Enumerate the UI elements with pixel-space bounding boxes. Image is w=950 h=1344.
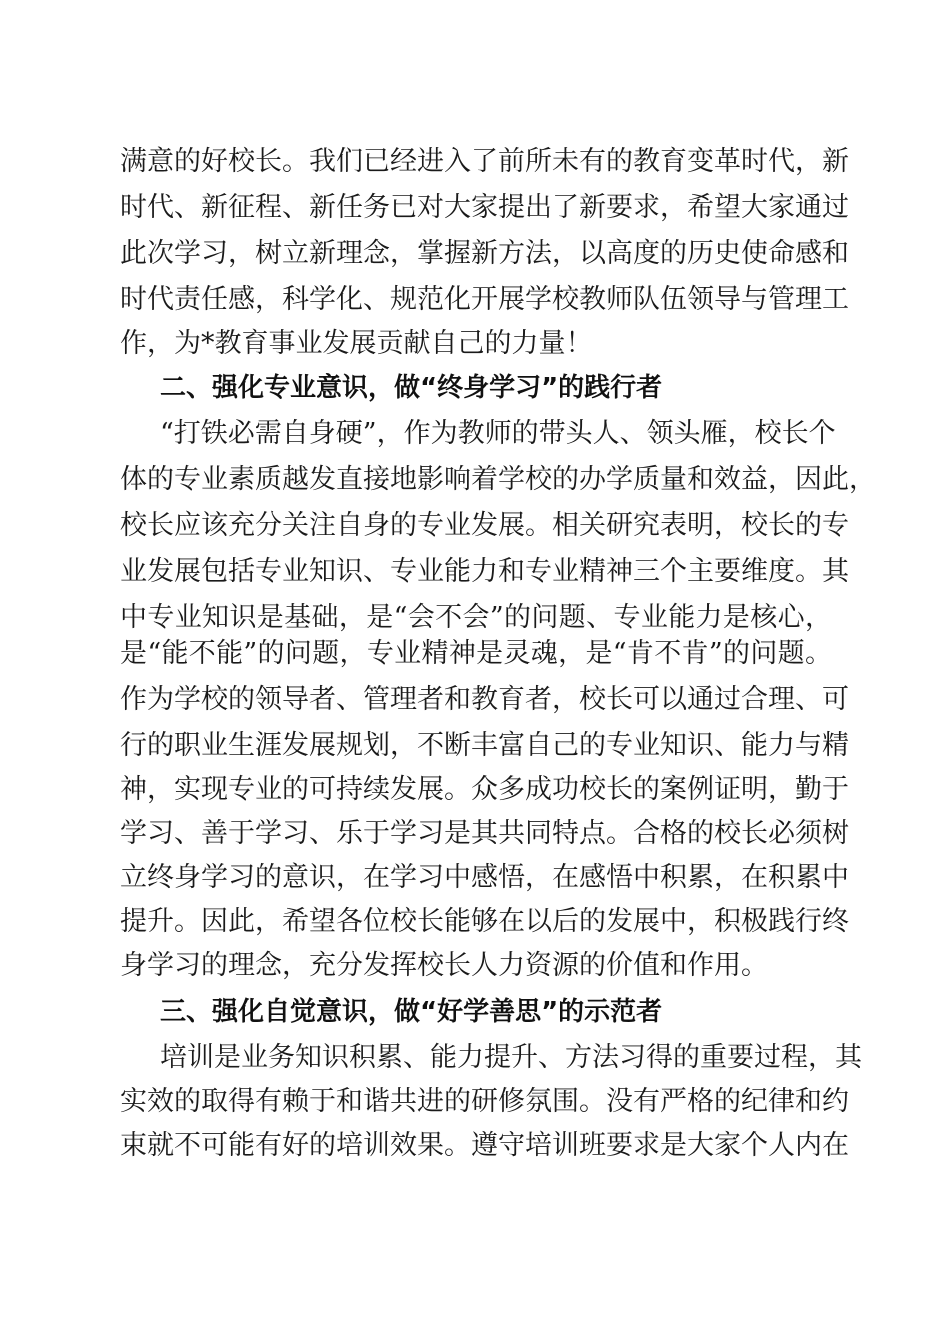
body-text-line: 校长应该充分关注自身的专业发展。相关研究表明，校长的专 <box>120 510 849 541</box>
body-text-line: 实效的取得有赖于和谐共进的研修氛围。没有严格的纪律和约 <box>120 1086 849 1117</box>
body-text-line: 身学习的理念，充分发挥校长人力资源的价值和作用。 <box>120 950 768 981</box>
body-text-line: 神，实现专业的可持续发展。众多成功校长的案例证明，勤于 <box>120 774 849 805</box>
body-text-line: 时代、新征程、新任务已对大家提出了新要求，希望大家通过 <box>120 192 849 223</box>
body-text-line: 时代责任感，科学化、规范化开展学校教师队伍领导与管理工 <box>120 284 849 315</box>
body-text-line: 学习、善于学习、乐于学习是其共同特点。合格的校长必须树 <box>120 818 849 849</box>
body-text-line: “打铁必需自身硬”，作为教师的带头人、领头雁，校长个 <box>160 418 836 449</box>
section-heading-3: 三、强化自觉意识，做“好学善思”的示范者 <box>160 997 663 1027</box>
body-text-line: 培训是业务知识积累、能力提升、方法习得的重要过程，其 <box>160 1042 862 1073</box>
body-text-line: 作，为*教育事业发展贡献自己的力量！ <box>120 328 593 359</box>
body-text-line: 是“能不能”的问题，专业精神是灵魂，是“肯不肯”的问题。 <box>120 638 832 669</box>
body-text-line: 体的专业素质越发直接地影响着学校的办学质量和效益，因此， <box>120 464 876 495</box>
section-heading-2: 二、强化专业意识，做“终身学习”的践行者 <box>160 373 663 403</box>
body-text-line: 中专业知识是基础，是“会不会”的问题、专业能力是核心， <box>120 602 832 633</box>
body-text-line: 提升。因此，希望各位校长能够在以后的发展中，积极践行终 <box>120 906 849 937</box>
body-text-line: 行的职业生涯发展规划，不断丰富自己的专业知识、能力与精 <box>120 730 849 761</box>
body-text-line: 立终身学习的意识，在学习中感悟，在感悟中积累，在积累中 <box>120 862 849 893</box>
body-text-line: 束就不可能有好的培训效果。遵守培训班要求是大家个人内在 <box>120 1130 849 1161</box>
body-text-line: 作为学校的领导者、管理者和教育者，校长可以通过合理、可 <box>120 684 849 715</box>
body-text-line: 满意的好校长。我们已经进入了前所未有的教育变革时代，新 <box>120 146 849 177</box>
body-text-line: 业发展包括专业知识、专业能力和专业精神三个主要维度。其 <box>120 556 849 587</box>
body-text-line: 此次学习，树立新理念，掌握新方法，以高度的历史使命感和 <box>120 238 849 269</box>
